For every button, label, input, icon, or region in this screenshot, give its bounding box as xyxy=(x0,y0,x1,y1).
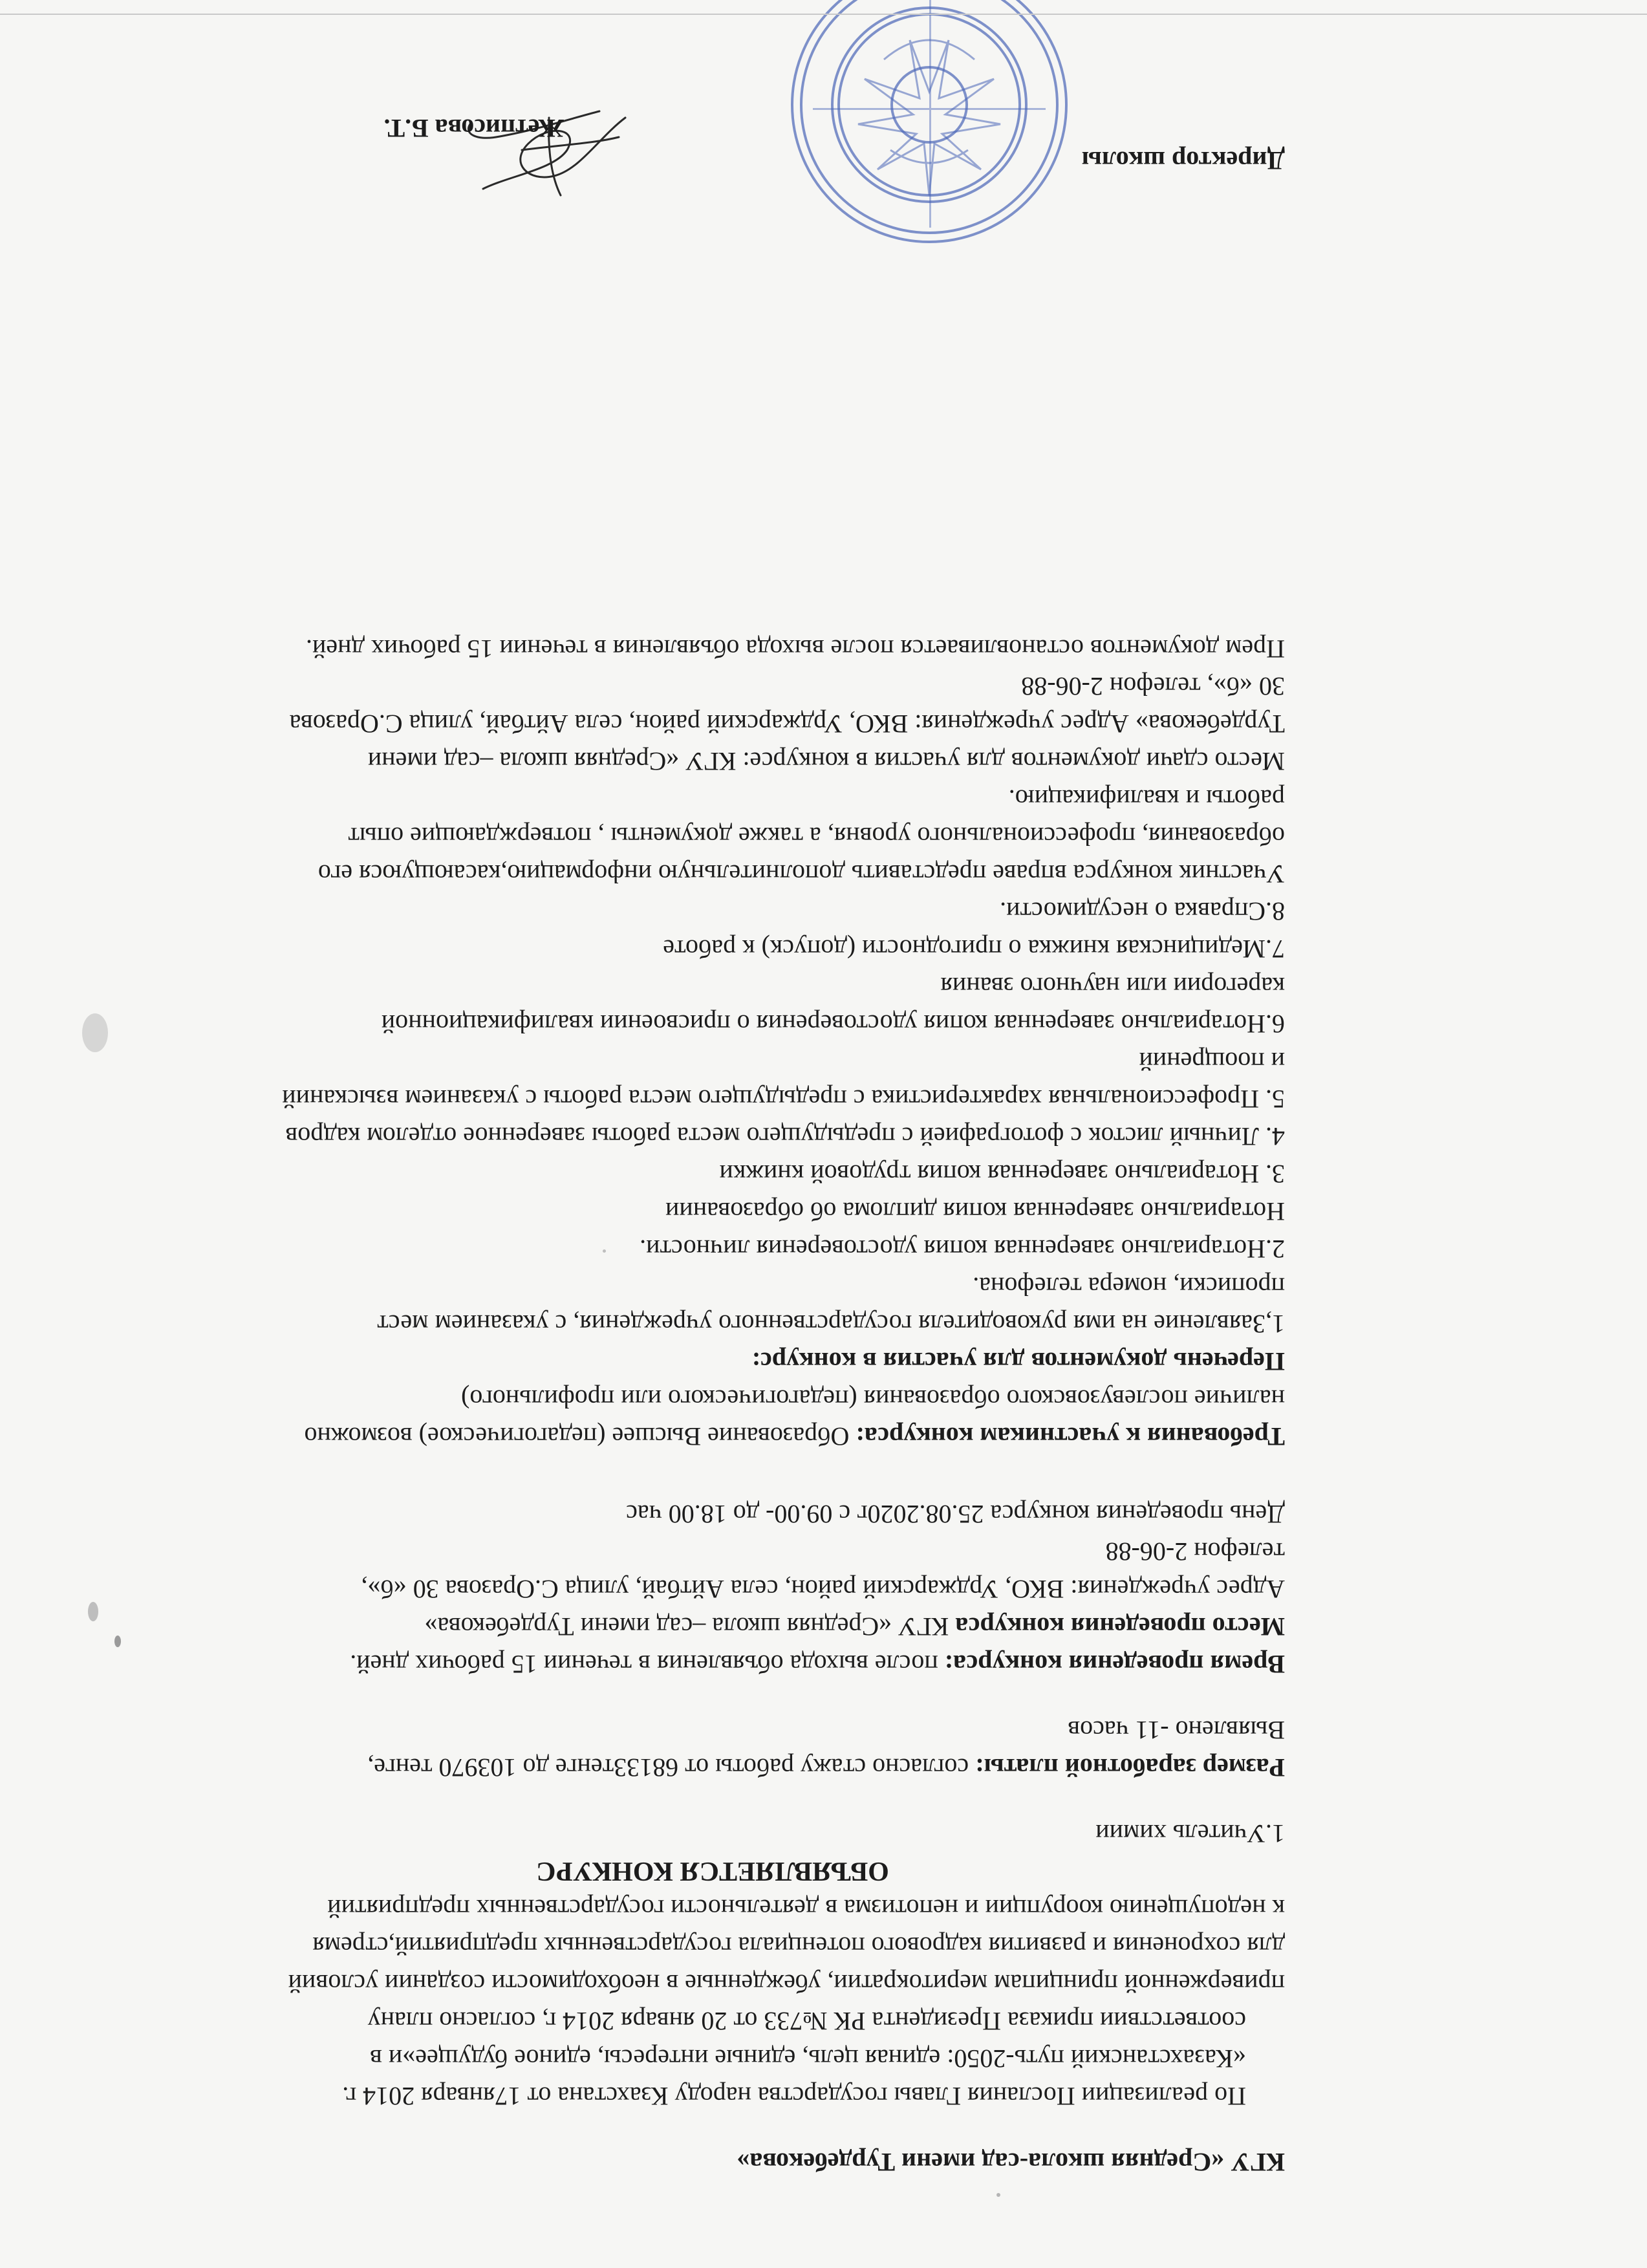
requirements-line-2: наличие послевузовского образования (педагогического или профильного) xyxy=(461,1385,1285,1414)
document-list-item: 6.Нотариально заверенная копия удостоверения о присвоении квалификационной xyxy=(381,1010,1285,1039)
submission-line: Место сдачи документов для участия в конкурсе: КГУ «Средняя школа –сад имени xyxy=(367,747,1285,776)
director-name: Жетписова Б.Т. xyxy=(383,114,564,143)
place-text: КГУ «Средняя школа –сад имени Турдебекова» xyxy=(424,1612,956,1641)
phone-line: телефон 2-06-88 xyxy=(1105,1537,1285,1566)
extra-info-line: работы и квалификацию. xyxy=(1008,784,1285,814)
salary-label: Размер заработной платы: xyxy=(975,1753,1285,1782)
document-list-item: 4. Личный листок с фотографией с предыдущего места работы заверенное отделом кадров xyxy=(285,1122,1285,1151)
scan-speck xyxy=(88,1602,98,1621)
place-label: Место проведения конкурса xyxy=(955,1612,1285,1641)
intro-line: соответствии приказа Президента РК №733 от 20 января 2014 г, согласно плану xyxy=(367,2007,1246,2036)
submission-line: Прем документов остановливается после выхода объявления в течении 15 рабочих дней. xyxy=(305,634,1285,664)
time-label: Время проведения конкурса: xyxy=(944,1650,1285,1679)
documents-list-title: Перечень документов для участия в конкурс: xyxy=(751,1347,1285,1376)
extra-info-line: образования, профессионального уровня, а также документы , потверждающие опыт xyxy=(348,822,1285,851)
document-list-item: 2.Нотариально заверенная копия удостоверения личности. xyxy=(640,1235,1285,1264)
time-text: после выхода объявления в течении 15 рабочих дней. xyxy=(350,1650,945,1679)
intro-line: к недопущению коорупции и непотизма в деятельности государственных предприятий xyxy=(327,1894,1285,1923)
announcement-title: ОБЪЯВЛЯЕТСЯ КОНКУРС xyxy=(536,1856,889,1886)
submission-line: Турдебекова» Адрес учреждения: ВКО, Урджарский район, села Айтбай, улица С.Оразова xyxy=(289,709,1285,739)
official-seal-icon xyxy=(787,0,1071,247)
document-list-item: 7.Медицинская книжка о пригодности (допуск) к работе xyxy=(663,934,1285,964)
extra-info-line: Участник конкурса вправе представить дополнительную информацию,касающуюся его xyxy=(318,859,1285,889)
requirements-text: Образование Высшее (педагогическое) возможно xyxy=(304,1422,856,1451)
scan-speck xyxy=(603,1249,606,1253)
scan-edge xyxy=(0,14,1647,15)
document-list-item: и поощрений xyxy=(1139,1047,1285,1076)
document-list-item: 1,Заявление на имя руководителя государственного учреждения, с указанием мест xyxy=(377,1310,1285,1339)
intro-line: приверженной принципам меритократии, убежденные в необходимости создании условий xyxy=(288,1969,1285,1998)
submission-line: 30 «б», телефон 2-06-88 xyxy=(1021,672,1285,701)
position-line: 1.Учитель химии xyxy=(1095,1819,1285,1848)
time-line xyxy=(102,1645,1285,1683)
organization-header: КГУ «Средняя школа-сад имени Турдебекова» xyxy=(737,2148,1285,2177)
document-list-item: 3. Нотариально заверенная копия трудовой книжки xyxy=(719,1160,1285,1189)
contest-day-line: День проведения конкурса 25.08.2020г с 09.00- до 18.00 час xyxy=(626,1500,1285,1529)
salary-text: согласно стажу работы от 68133тенге до 103970 тенге, xyxy=(367,1753,976,1782)
document-body xyxy=(102,630,1285,2181)
scan-speck xyxy=(82,1013,108,1052)
document-list-item: Нотариально заверенная копия диплома об образовании xyxy=(665,1197,1285,1226)
document-list-item: 5. Профессиональная характеристика с предыдущего места работы с указанием взысканий xyxy=(282,1085,1285,1114)
intro-line: По реализации Послания Главы государства народу Кзахстана от 17января 2014 г. xyxy=(342,2082,1246,2111)
intro-line: для сохронения и развития кадрового потенциала государственных предприятий,стремя xyxy=(312,1932,1285,1961)
scan-speck xyxy=(114,1636,121,1647)
document-list-item: прописки, номера телефона. xyxy=(973,1272,1285,1301)
address-line: Адрес учреждения: ВКО, Урджарский район, села Айтбай, улица С.Оразова 30 «б», xyxy=(361,1575,1285,1604)
document-list-item: карегории или научного звания xyxy=(940,972,1285,1001)
director-title: Директор школы xyxy=(1081,146,1285,175)
requirements-line xyxy=(102,1418,1285,1455)
document-list-item: 8.Справка о несудимости. xyxy=(1000,897,1285,926)
scan-speck xyxy=(996,2193,1000,2197)
signature-block xyxy=(82,79,1285,208)
place-line xyxy=(102,1608,1285,1645)
requirements-label: Требования к участникам конкурса: xyxy=(856,1422,1285,1451)
handwritten-signature-icon xyxy=(457,92,638,215)
hours-line: Выявлено -11 часов xyxy=(1068,1716,1285,1745)
intro-line: «Казахстанский путь-2050: единая цель, единые интересы, единое будущее»и в xyxy=(370,2044,1246,2073)
salary-line xyxy=(102,1749,1285,1786)
